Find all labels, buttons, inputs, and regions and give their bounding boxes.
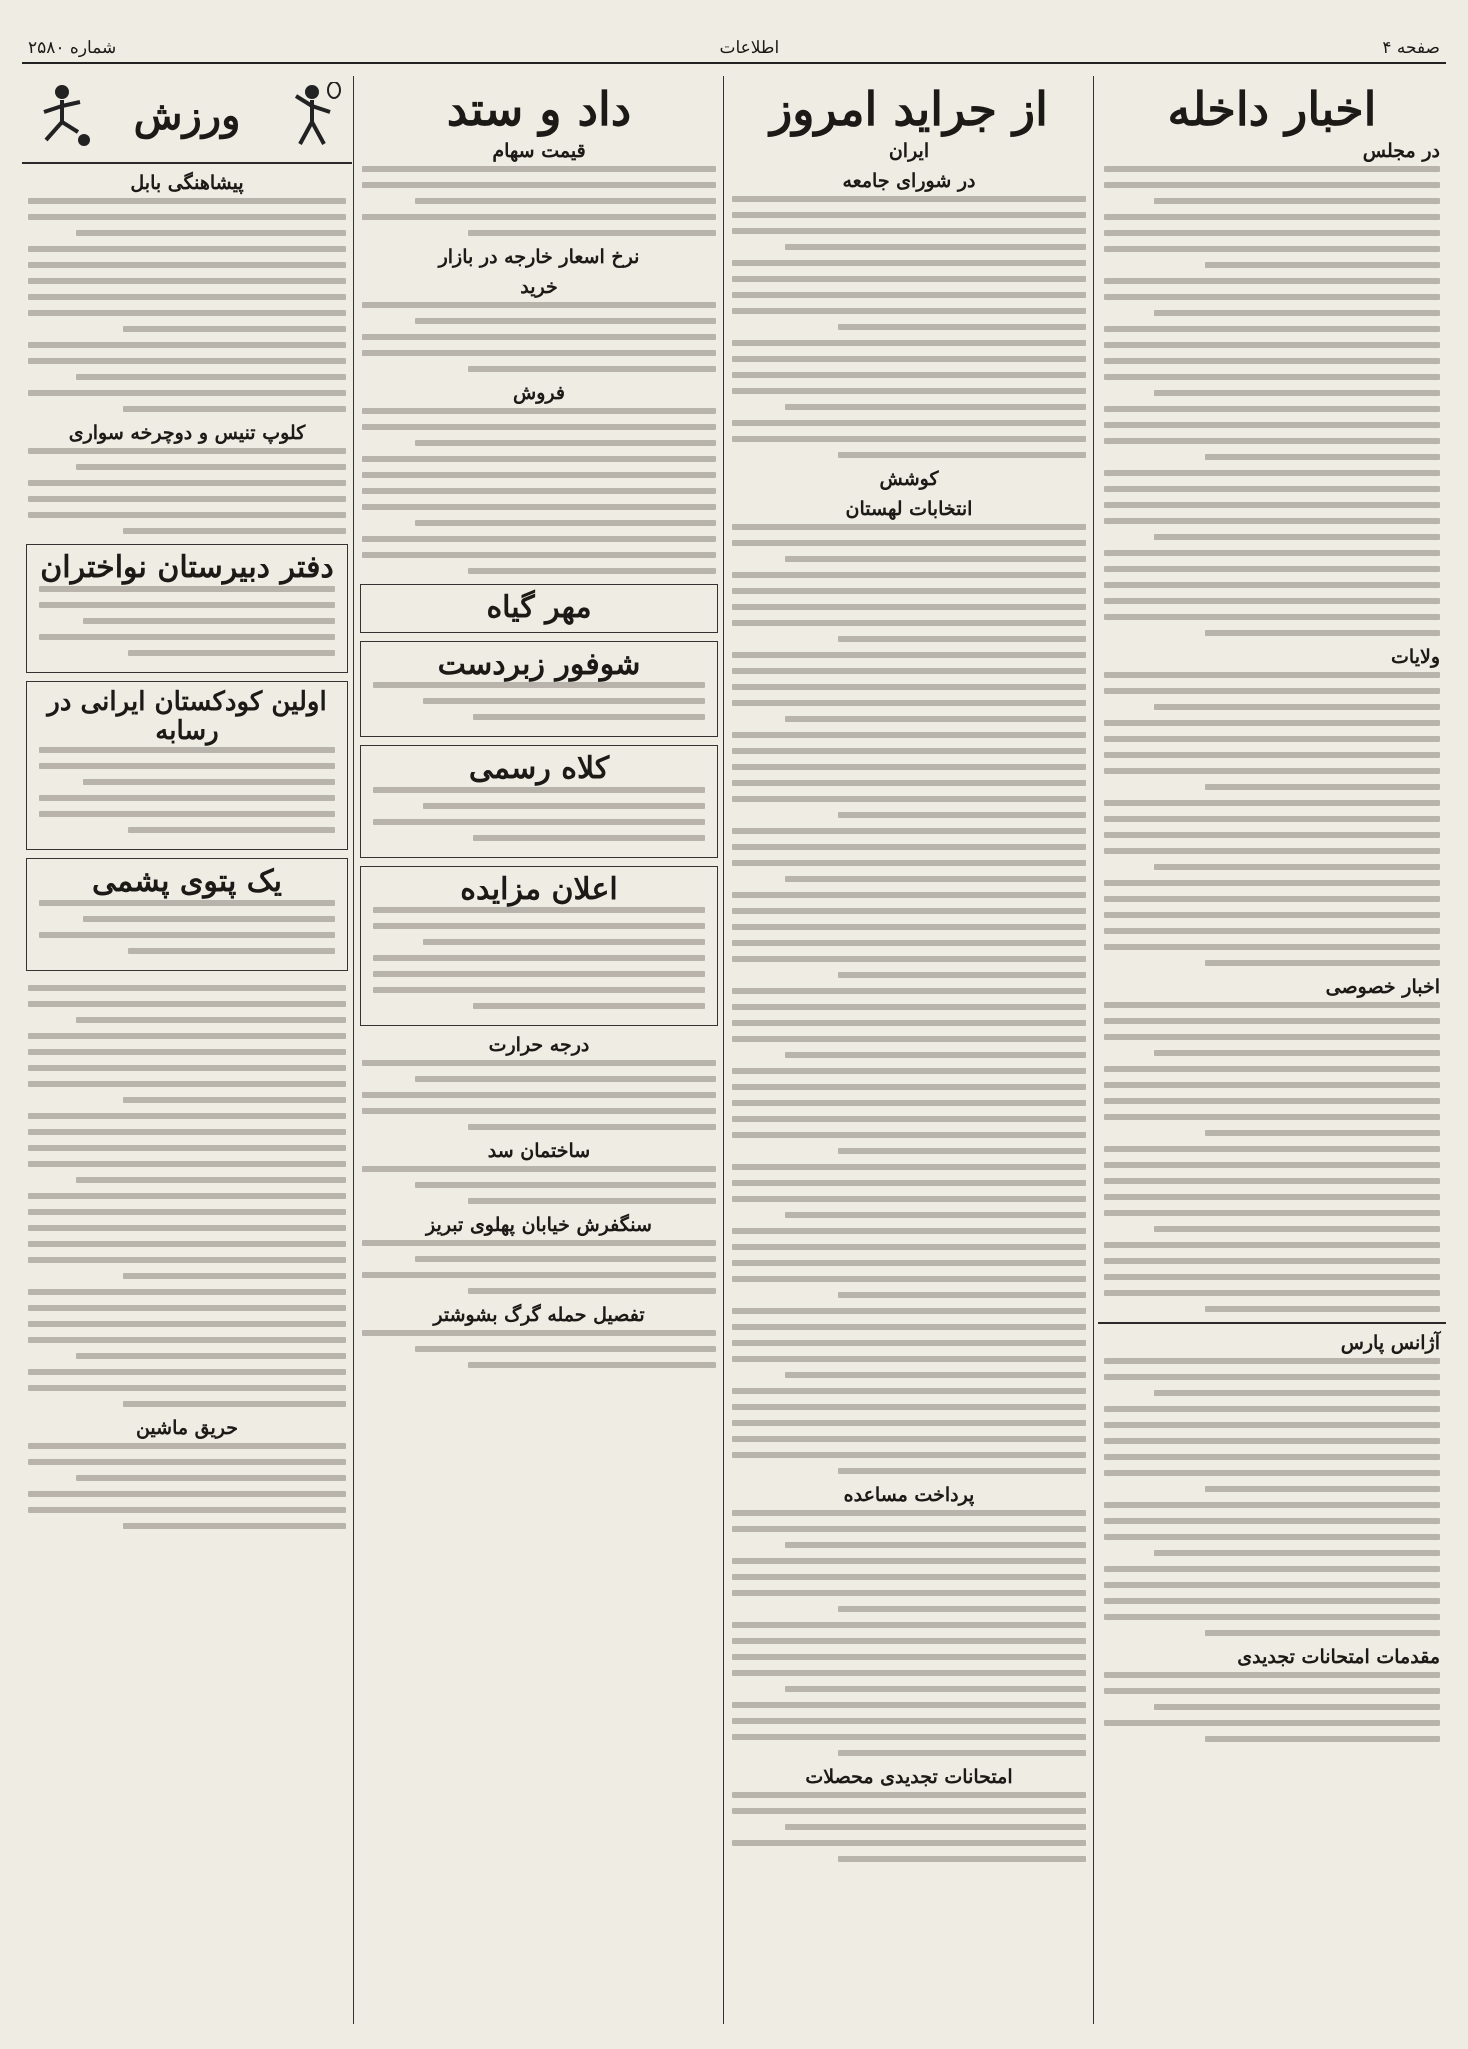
article-body bbox=[22, 1443, 352, 1529]
issue-number: شماره ۲۵۸۰ bbox=[28, 38, 117, 58]
article-body bbox=[1098, 166, 1446, 636]
ad-title: دفتر دبیرستان نواختران bbox=[40, 550, 334, 585]
football-player-icon bbox=[32, 82, 92, 148]
advert bbox=[360, 641, 718, 738]
column-title: داد و ستد bbox=[446, 82, 632, 136]
sport-masthead bbox=[22, 76, 352, 154]
article-body bbox=[726, 524, 1092, 1474]
article-body bbox=[726, 1792, 1092, 1862]
article-body bbox=[356, 1240, 722, 1294]
section-heading: مقدمات امتحانات تجدیدی bbox=[1237, 1646, 1440, 1668]
section-heading: سنگفرش خیابان پهلوی تبریز bbox=[426, 1214, 652, 1236]
masthead bbox=[22, 34, 1446, 64]
newspaper-page bbox=[22, 34, 1446, 2024]
section-heading: نرخ اسعار خارجه در بازار bbox=[438, 246, 640, 268]
column-title: ورزش bbox=[133, 91, 241, 139]
section-heading: امتحانات تجدیدی محصلات bbox=[805, 1766, 1013, 1788]
section-heading: در مجلس bbox=[1362, 140, 1440, 162]
section-heading: فروش bbox=[513, 382, 565, 404]
article-body bbox=[356, 408, 722, 574]
advert bbox=[26, 858, 348, 971]
section-heading: آژانس پارس bbox=[1340, 1332, 1440, 1354]
article-body bbox=[356, 1060, 722, 1130]
article-body bbox=[22, 985, 352, 1407]
section-heading: حریق ماشین bbox=[135, 1416, 239, 1439]
ad-title: کلاه رسمی bbox=[468, 751, 610, 786]
column-title: اخبار داخله bbox=[1167, 82, 1377, 136]
article-body bbox=[726, 196, 1092, 458]
article-body bbox=[356, 302, 722, 372]
column-trade bbox=[356, 76, 722, 2024]
article-body bbox=[726, 1510, 1092, 1756]
article-body bbox=[356, 1330, 722, 1368]
tennis-player-icon bbox=[282, 82, 342, 148]
ad-title: اعلان مزایده bbox=[460, 871, 618, 907]
column-press bbox=[726, 76, 1092, 2024]
section-heading: تفصیل حمله گرگ بشوشتر bbox=[433, 1304, 645, 1326]
section-heading: اخبار خصوصی bbox=[1325, 976, 1440, 998]
section-heading: خرید bbox=[520, 276, 558, 298]
section-heading: کوشش bbox=[879, 468, 939, 490]
article-body bbox=[1098, 1002, 1446, 1312]
ad-title: یک پتوی پشمی bbox=[92, 864, 282, 900]
paper-name: اطلاعات bbox=[719, 38, 780, 58]
section-heading: در شورای جامعه bbox=[842, 170, 976, 192]
advert bbox=[26, 681, 348, 851]
section-heading: ساختمان سد bbox=[487, 1140, 591, 1162]
ad-title: مهر گیاه bbox=[486, 590, 592, 625]
section-heading: ولایات bbox=[1391, 646, 1440, 668]
article-body bbox=[356, 1166, 722, 1204]
advert bbox=[360, 866, 718, 1027]
advert bbox=[26, 544, 348, 673]
article-body bbox=[356, 166, 722, 236]
article-body bbox=[1098, 1358, 1446, 1636]
column-sport bbox=[22, 76, 352, 2024]
ad-title: اولین کودکستان ایرانی در رسابه bbox=[47, 686, 327, 747]
column-title: از جراید امروز bbox=[770, 82, 1048, 136]
article-body bbox=[22, 198, 352, 412]
region-label: ایران bbox=[888, 140, 930, 162]
ad-title: شوفور زبردست bbox=[437, 646, 641, 682]
section-heading: درجه حرارت bbox=[488, 1034, 590, 1056]
section-heading: انتخابات لهستان bbox=[845, 498, 973, 520]
article-body bbox=[1098, 1672, 1446, 1742]
article-body bbox=[1098, 672, 1446, 966]
column-domestic bbox=[1098, 76, 1446, 2024]
section-heading: قیمت سهام bbox=[492, 140, 586, 162]
section-heading: کلوپ تنیس و دوچرخه سواری bbox=[68, 422, 306, 444]
article-body bbox=[22, 448, 352, 534]
section-heading: پرداخت مساعده bbox=[843, 1484, 975, 1506]
page-number: صفحه ۴ bbox=[1382, 38, 1440, 58]
advert bbox=[360, 584, 718, 633]
advert bbox=[360, 745, 718, 858]
section-heading: پیشاهنگی بابل bbox=[130, 172, 244, 194]
